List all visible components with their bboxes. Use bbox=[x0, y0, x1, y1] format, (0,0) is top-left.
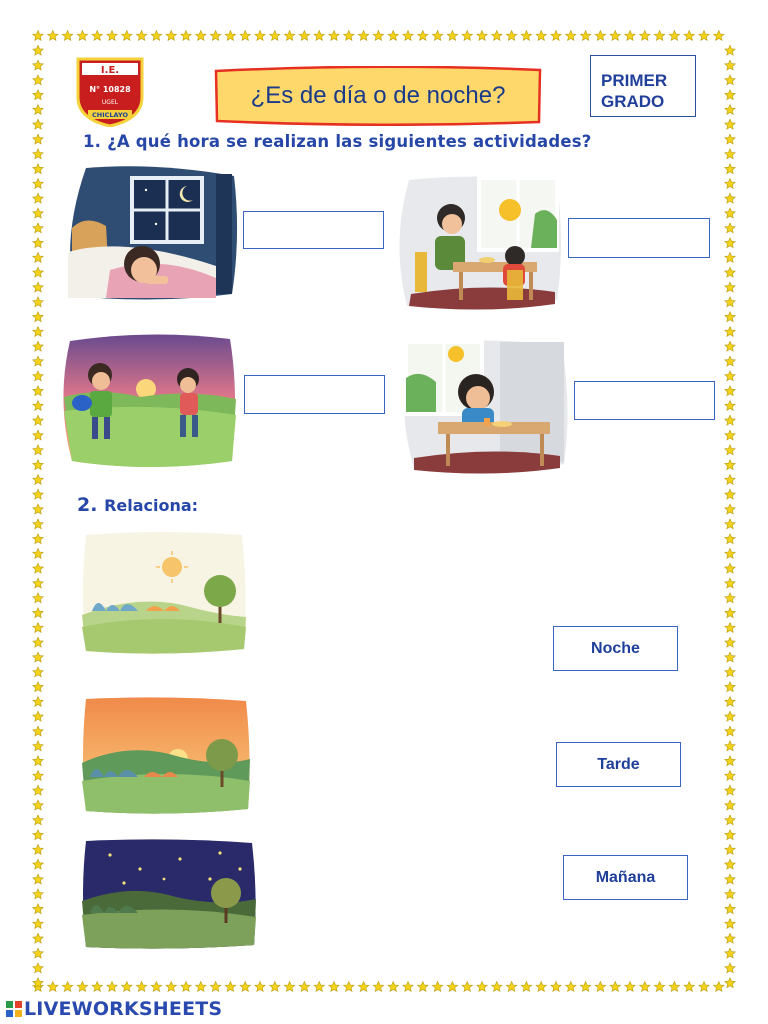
border-star bbox=[240, 31, 250, 41]
border-star bbox=[725, 208, 735, 218]
border-star bbox=[151, 982, 161, 992]
border-star bbox=[477, 31, 487, 41]
border-star bbox=[33, 667, 43, 677]
border-star bbox=[33, 460, 43, 470]
border-star bbox=[107, 982, 117, 992]
option-noche[interactable]: Noche bbox=[553, 626, 678, 671]
border-star bbox=[725, 563, 735, 573]
border-star bbox=[284, 982, 294, 992]
border-star bbox=[725, 179, 735, 189]
border-star bbox=[33, 489, 43, 499]
border-star bbox=[225, 982, 235, 992]
border-star bbox=[725, 223, 735, 233]
border-star bbox=[725, 726, 735, 736]
border-star bbox=[62, 982, 72, 992]
scene-lunch-with-mother bbox=[395, 174, 563, 314]
border-star bbox=[725, 697, 735, 707]
border-star bbox=[725, 593, 735, 603]
border-star bbox=[725, 430, 735, 440]
border-star bbox=[447, 31, 457, 41]
border-star bbox=[725, 60, 735, 70]
border-star bbox=[122, 982, 132, 992]
border-star bbox=[77, 982, 87, 992]
border-star bbox=[725, 341, 735, 351]
border-star bbox=[625, 982, 635, 992]
border-star bbox=[506, 31, 516, 41]
logo-label-top: UGEL bbox=[101, 99, 119, 106]
border-star bbox=[210, 982, 220, 992]
border-star bbox=[33, 608, 43, 618]
border-star bbox=[181, 982, 191, 992]
border-star bbox=[33, 164, 43, 174]
border-star bbox=[725, 623, 735, 633]
border-star bbox=[625, 31, 635, 41]
border-star bbox=[725, 90, 735, 100]
border-star bbox=[255, 982, 265, 992]
border-star bbox=[33, 149, 43, 159]
border-star bbox=[33, 267, 43, 277]
border-star bbox=[725, 253, 735, 263]
border-star bbox=[669, 31, 679, 41]
option-manana[interactable]: Mañana bbox=[563, 855, 688, 900]
border-star bbox=[725, 756, 735, 766]
border-star bbox=[92, 31, 102, 41]
border-star bbox=[33, 563, 43, 573]
border-star bbox=[610, 982, 620, 992]
border-star bbox=[358, 982, 368, 992]
border-star bbox=[725, 771, 735, 781]
border-star bbox=[33, 578, 43, 588]
border-star bbox=[725, 889, 735, 899]
border-star bbox=[33, 800, 43, 810]
border-star bbox=[181, 31, 191, 41]
border-star bbox=[551, 982, 561, 992]
border-star bbox=[33, 208, 43, 218]
border-star bbox=[33, 193, 43, 203]
border-star bbox=[33, 623, 43, 633]
svg-text:I.E.: I.E. bbox=[100, 65, 120, 76]
border-star bbox=[714, 982, 724, 992]
footer-brand-text: LIVEWORKSHEETS bbox=[24, 998, 223, 1020]
border-star bbox=[725, 371, 735, 381]
border-star bbox=[33, 401, 43, 411]
border-star bbox=[196, 31, 206, 41]
page-title: ¿Es de día o de noche? bbox=[250, 82, 506, 109]
border-star bbox=[725, 415, 735, 425]
answer-box-1[interactable] bbox=[243, 211, 384, 249]
border-star bbox=[725, 667, 735, 677]
border-star bbox=[432, 982, 442, 992]
border-star bbox=[33, 430, 43, 440]
border-star bbox=[33, 105, 43, 115]
scene-night-sleeping bbox=[66, 166, 238, 300]
border-star bbox=[299, 982, 309, 992]
border-star bbox=[33, 31, 43, 41]
border-star bbox=[595, 982, 605, 992]
border-star bbox=[551, 31, 561, 41]
border-star bbox=[136, 982, 146, 992]
border-star bbox=[33, 933, 43, 943]
border-star bbox=[33, 179, 43, 189]
border-star bbox=[654, 31, 664, 41]
border-star bbox=[725, 682, 735, 692]
border-star bbox=[33, 963, 43, 973]
border-star bbox=[447, 982, 457, 992]
border-star bbox=[48, 31, 58, 41]
border-star bbox=[725, 75, 735, 85]
border-star bbox=[33, 60, 43, 70]
question-1-heading: 1. ¿A qué hora se realizan las siguientes actividades? bbox=[83, 132, 592, 151]
grade-line-2: GRADO bbox=[601, 92, 665, 111]
border-star bbox=[684, 982, 694, 992]
border-star bbox=[299, 31, 309, 41]
border-star bbox=[33, 919, 43, 929]
question-2-heading bbox=[77, 494, 198, 516]
border-star bbox=[536, 982, 546, 992]
border-star bbox=[33, 756, 43, 766]
border-star bbox=[725, 134, 735, 144]
border-star bbox=[33, 238, 43, 248]
border-star bbox=[92, 982, 102, 992]
border-star bbox=[725, 164, 735, 174]
border-star bbox=[33, 253, 43, 263]
border-star bbox=[640, 31, 650, 41]
border-star bbox=[33, 75, 43, 85]
border-star bbox=[725, 401, 735, 411]
logo-number: N° 10828 bbox=[89, 85, 131, 94]
logo-label-bottom: CHICLAYO bbox=[92, 111, 128, 119]
border-star bbox=[329, 982, 339, 992]
border-star bbox=[725, 149, 735, 159]
border-star bbox=[725, 105, 735, 115]
border-star bbox=[725, 741, 735, 751]
border-star bbox=[725, 460, 735, 470]
border-star bbox=[33, 282, 43, 292]
border-star bbox=[344, 31, 354, 41]
border-star bbox=[725, 312, 735, 322]
border-star bbox=[151, 31, 161, 41]
border-star bbox=[580, 982, 590, 992]
border-star bbox=[314, 31, 324, 41]
border-star bbox=[725, 193, 735, 203]
border-star bbox=[166, 31, 176, 41]
border-star bbox=[33, 845, 43, 855]
border-star bbox=[107, 31, 117, 41]
border-star bbox=[725, 475, 735, 485]
border-star bbox=[536, 31, 546, 41]
border-star bbox=[33, 312, 43, 322]
scene-girl-eating-breakfast bbox=[400, 338, 568, 476]
grade-box bbox=[590, 55, 696, 117]
scene-sunset-landscape bbox=[80, 697, 252, 815]
border-star bbox=[33, 341, 43, 351]
border-star bbox=[33, 904, 43, 914]
border-star bbox=[403, 31, 413, 41]
school-logo bbox=[72, 57, 148, 127]
border-star bbox=[210, 31, 220, 41]
border-star bbox=[77, 31, 87, 41]
border-star bbox=[33, 652, 43, 662]
border-star bbox=[714, 31, 724, 41]
border-star bbox=[725, 815, 735, 825]
border-star bbox=[33, 386, 43, 396]
border-star bbox=[33, 327, 43, 337]
border-star bbox=[640, 982, 650, 992]
border-star bbox=[33, 711, 43, 721]
border-star bbox=[62, 31, 72, 41]
border-star bbox=[595, 31, 605, 41]
border-star bbox=[725, 504, 735, 514]
border-star bbox=[33, 549, 43, 559]
footer-brand[interactable] bbox=[6, 998, 222, 1020]
border-star bbox=[33, 726, 43, 736]
border-star bbox=[725, 711, 735, 721]
border-star bbox=[725, 489, 735, 499]
border-star bbox=[358, 31, 368, 41]
border-star bbox=[33, 134, 43, 144]
border-star bbox=[33, 445, 43, 455]
border-star bbox=[725, 948, 735, 958]
border-star bbox=[725, 356, 735, 366]
border-star bbox=[725, 845, 735, 855]
border-star bbox=[196, 982, 206, 992]
border-star bbox=[725, 386, 735, 396]
border-star bbox=[462, 31, 472, 41]
border-star bbox=[33, 948, 43, 958]
border-star bbox=[725, 238, 735, 248]
border-star bbox=[610, 31, 620, 41]
border-star bbox=[33, 637, 43, 647]
border-star bbox=[225, 31, 235, 41]
border-star bbox=[284, 31, 294, 41]
border-star bbox=[33, 519, 43, 529]
border-star bbox=[725, 445, 735, 455]
border-star bbox=[725, 534, 735, 544]
scene-kids-playing-sunset bbox=[60, 331, 238, 469]
border-star bbox=[270, 982, 280, 992]
border-star bbox=[725, 519, 735, 529]
border-star bbox=[699, 982, 709, 992]
border-star bbox=[492, 31, 502, 41]
border-star bbox=[566, 31, 576, 41]
border-star bbox=[33, 45, 43, 55]
border-star bbox=[725, 830, 735, 840]
border-star bbox=[418, 982, 428, 992]
border-star bbox=[48, 982, 58, 992]
border-star bbox=[33, 415, 43, 425]
border-star bbox=[388, 982, 398, 992]
border-star bbox=[33, 90, 43, 100]
border-star bbox=[725, 297, 735, 307]
border-star bbox=[122, 31, 132, 41]
answer-box-2[interactable] bbox=[568, 218, 710, 258]
border-star bbox=[33, 297, 43, 307]
border-star bbox=[33, 593, 43, 603]
border-star bbox=[432, 31, 442, 41]
border-star bbox=[33, 859, 43, 869]
border-star bbox=[725, 859, 735, 869]
border-star bbox=[33, 785, 43, 795]
border-star bbox=[33, 356, 43, 366]
grade-line-1: PRIMER bbox=[601, 71, 668, 90]
border-star bbox=[725, 963, 735, 973]
border-star bbox=[521, 982, 531, 992]
border-star bbox=[725, 267, 735, 277]
question-2-number: 2. bbox=[77, 494, 98, 516]
border-star bbox=[403, 982, 413, 992]
border-star bbox=[33, 874, 43, 884]
border-star bbox=[725, 45, 735, 55]
liveworksheets-logo-icon bbox=[6, 1001, 22, 1017]
border-star bbox=[521, 31, 531, 41]
answer-box-4[interactable] bbox=[574, 381, 715, 420]
scene-night-landscape bbox=[80, 839, 258, 949]
border-star bbox=[725, 282, 735, 292]
border-star bbox=[166, 982, 176, 992]
border-star bbox=[33, 534, 43, 544]
border-star bbox=[725, 933, 735, 943]
border-star bbox=[699, 31, 709, 41]
question-2-label: Relaciona: bbox=[104, 496, 199, 515]
border-star bbox=[725, 785, 735, 795]
border-star bbox=[684, 31, 694, 41]
border-star bbox=[725, 578, 735, 588]
border-star bbox=[725, 874, 735, 884]
border-star bbox=[418, 31, 428, 41]
border-star bbox=[344, 982, 354, 992]
border-star bbox=[725, 549, 735, 559]
border-star bbox=[33, 504, 43, 514]
border-star bbox=[33, 697, 43, 707]
border-star bbox=[33, 741, 43, 751]
answer-box-3[interactable] bbox=[244, 375, 385, 414]
option-tarde[interactable]: Tarde bbox=[556, 742, 681, 787]
border-star bbox=[33, 682, 43, 692]
border-star bbox=[33, 830, 43, 840]
border-star bbox=[725, 119, 735, 129]
border-star bbox=[725, 800, 735, 810]
border-star bbox=[462, 982, 472, 992]
border-star bbox=[725, 608, 735, 618]
border-star bbox=[33, 815, 43, 825]
border-star bbox=[388, 31, 398, 41]
border-star bbox=[725, 919, 735, 929]
border-star bbox=[136, 31, 146, 41]
border-star bbox=[725, 904, 735, 914]
border-star bbox=[33, 771, 43, 781]
border-star bbox=[33, 889, 43, 899]
border-star bbox=[492, 982, 502, 992]
border-star bbox=[314, 982, 324, 992]
border-star bbox=[725, 978, 735, 988]
border-star bbox=[669, 982, 679, 992]
border-star bbox=[373, 982, 383, 992]
border-star bbox=[33, 371, 43, 381]
border-star bbox=[654, 982, 664, 992]
border-star bbox=[240, 982, 250, 992]
border-star bbox=[506, 982, 516, 992]
border-star bbox=[270, 31, 280, 41]
border-star bbox=[566, 982, 576, 992]
border-star bbox=[477, 982, 487, 992]
border-star bbox=[33, 475, 43, 485]
border-star bbox=[33, 223, 43, 233]
border-star bbox=[373, 31, 383, 41]
scene-day-landscape bbox=[80, 531, 248, 655]
border-star bbox=[255, 31, 265, 41]
border-star bbox=[329, 31, 339, 41]
border-star bbox=[725, 327, 735, 337]
border-star bbox=[725, 637, 735, 647]
border-star bbox=[33, 119, 43, 129]
border-star bbox=[725, 652, 735, 662]
border-star bbox=[580, 31, 590, 41]
